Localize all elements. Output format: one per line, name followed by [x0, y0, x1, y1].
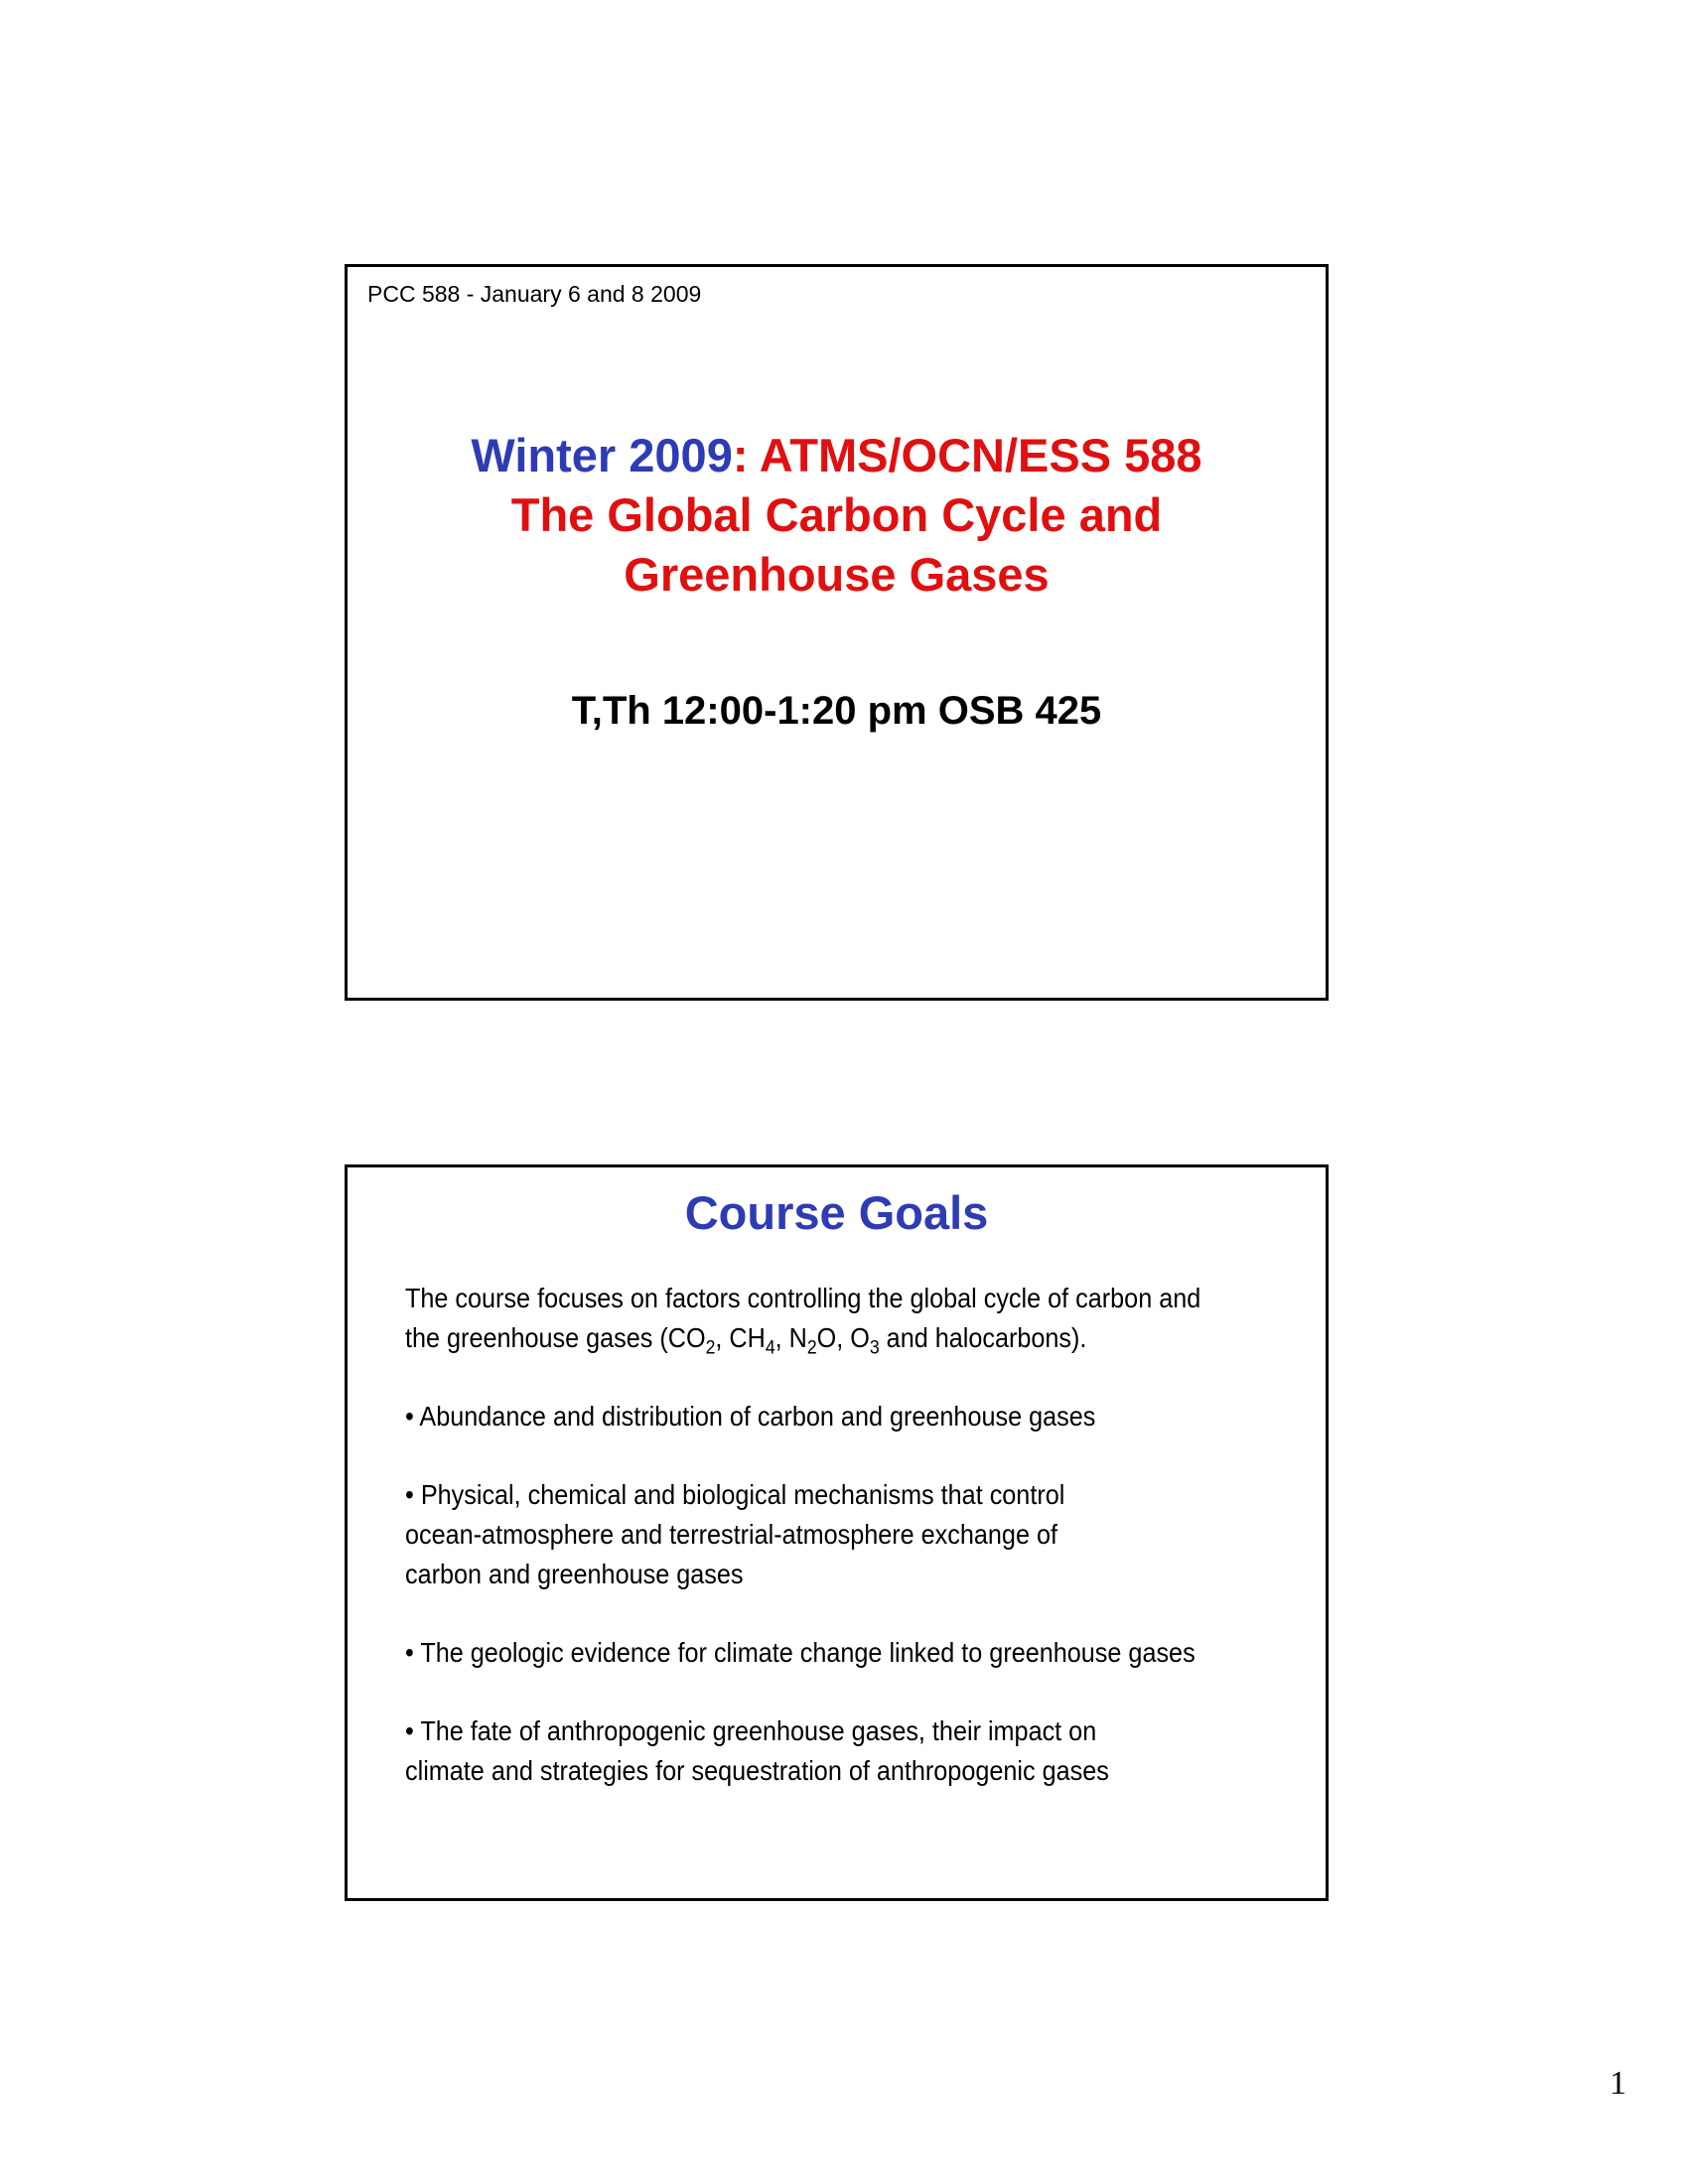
subscript-n2o: 2 — [806, 1336, 817, 1359]
course-date-note: PCC 588 - January 6 and 8 2009 — [367, 281, 702, 307]
intro-paragraph — [405, 1279, 1299, 1358]
subscript-ch4: 4 — [765, 1336, 775, 1359]
intro-text-e: and halocarbons). — [879, 1322, 1087, 1353]
term-label: Winter 2009 — [471, 429, 733, 481]
course-code: : ATMS/OCN/ESS 588 — [732, 429, 1202, 481]
intro-line-1: The course focuses on factors controlling the global cycle of carbon and — [405, 1283, 1201, 1313]
goal-bullet: • The geologic evidence for climate change linked to greenhouse gases — [405, 1637, 1196, 1668]
class-schedule: T,Th 12:00-1:20 pm OSB 425 — [571, 689, 1102, 733]
intro-text-d: O, O — [816, 1322, 870, 1353]
slide-title-heading — [348, 426, 1326, 605]
intro-text-c: , N — [774, 1322, 807, 1353]
subscript-co2: 2 — [705, 1336, 716, 1359]
title-line-2: The Global Carbon Cycle and — [510, 488, 1163, 541]
title-line-1 — [348, 426, 1326, 485]
intro-text-b: , CH — [715, 1322, 766, 1353]
goal-bullet: • The fate of anthropogenic greenhouse gases, their impact on climate and strategies for sequestration of anthropogenic gases — [405, 1715, 1109, 1786]
slide-course-goals — [345, 1164, 1329, 1901]
goal-bullet: • Physical, chemical and biological mechanisms that control ocean-atmosphere and terrestrial-atmosphere exchange of carbon and greenhouse gases — [405, 1479, 1065, 1589]
course-goals-body — [405, 1279, 1299, 1830]
course-goals-title: Course Goals — [684, 1186, 989, 1239]
goal-bullet: • Abundance and distribution of carbon and greenhouse gases — [405, 1401, 1096, 1432]
page-number: 1 — [1610, 2065, 1626, 2102]
title-line-3: Greenhouse Gases — [624, 548, 1050, 601]
subscript-o3: 3 — [869, 1336, 880, 1359]
slide-title — [345, 264, 1329, 1001]
intro-text-a: the greenhouse gases (CO — [405, 1322, 706, 1353]
